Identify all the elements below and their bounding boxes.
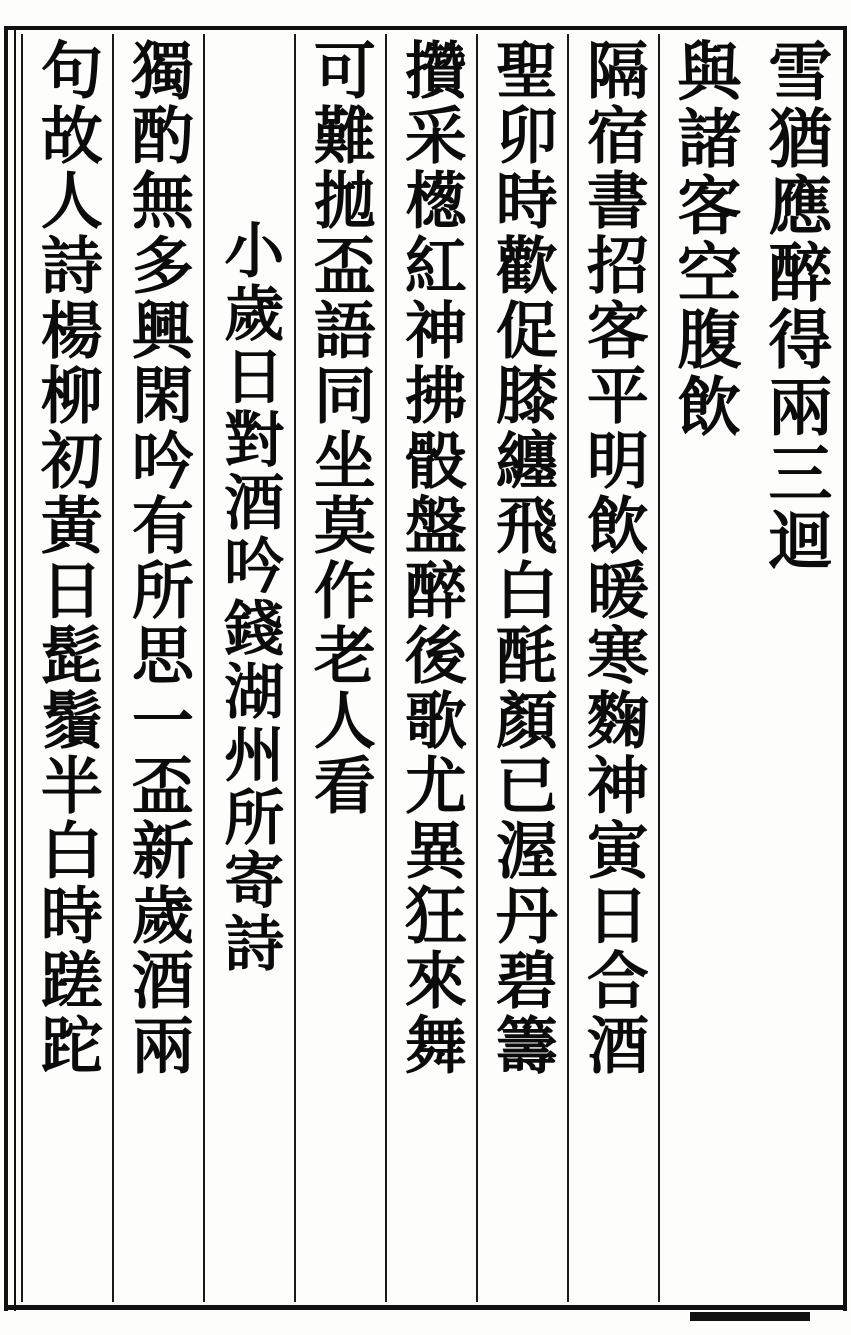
text-column-4 [476,34,567,1302]
text-column-3 [567,34,658,1302]
column-text: 與諸客空腹飲 [666,38,742,440]
column-text: 句故人詩楊柳初黃日髭鬚半白時蹉跎 [30,38,104,1078]
page-border-right-outer [843,26,847,1311]
text-column-5 [385,34,476,1302]
text-column-8 [112,34,203,1302]
page-border-top [4,26,847,30]
column-text: 攢采檧紅神拂骰盤醉後歌尤異狂來舞 [394,38,468,1078]
column-text: 獨酌無多興閑吟有所思一盃新歲酒兩 [121,38,195,1078]
column-text: 可難拋盃語同坐莫作老人看 [303,38,377,818]
column-text: 聖卯時歡促膝纏飛白酕顏已渥丹碧籌 [485,38,559,1078]
column-text: 小歲日對酒吟錢湖州所寄詩 [214,219,285,975]
text-column-2 [658,34,749,1302]
text-column-7 [203,34,294,1302]
page-border-left-inner [14,26,16,1311]
page-border-bottom-mark [690,1312,810,1321]
text-column-1 [749,34,840,1302]
page-border-bottom [4,1305,847,1310]
text-column-6 [294,34,385,1302]
text-column-9 [21,34,112,1302]
text-column-container [18,34,840,1302]
column-text: 隔宿書招客平明飲暖寒麴神寅日合酒 [576,38,650,1078]
page-border-left-outer [4,26,8,1311]
column-text: 雪猶應醉得兩三迴 [757,38,833,574]
